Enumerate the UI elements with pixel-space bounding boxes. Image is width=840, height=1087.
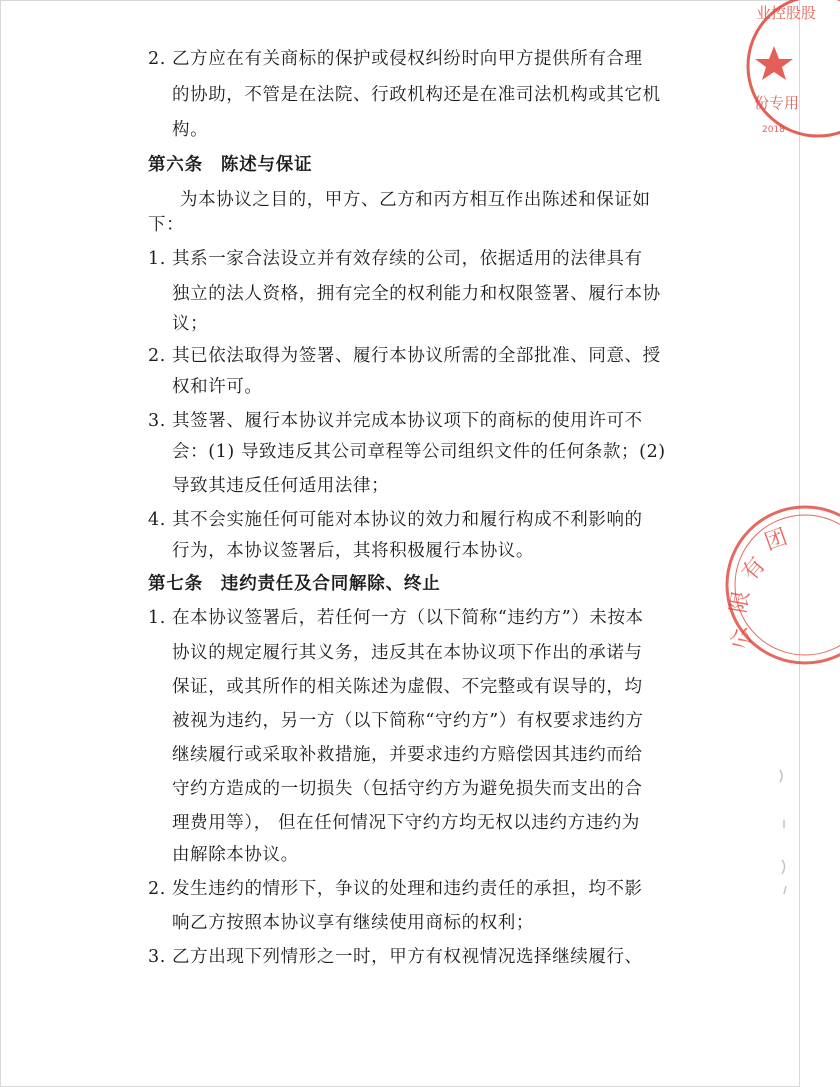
clause-5-2-line-2: 的协助，不管是在法院、行政机构还是在准司法机构或其它机 bbox=[172, 85, 661, 105]
clause-7-1-line-6: 守约方造成的一切损失（包括守约方为避免损失而支出的合 bbox=[172, 779, 643, 799]
svg-text:有: 有 bbox=[737, 552, 771, 586]
clause-5-2-line-1: 2. 乙方应在有关商标的保护或侵权纠纷时向甲方提供所有合理 bbox=[148, 49, 643, 69]
clause-6-2-line-2: 权和许可。 bbox=[172, 377, 263, 397]
svg-text:业控股股: 业控股股 bbox=[756, 4, 817, 22]
clause-7-1-line-4: 被视为违约，另一方（以下简称“守约方”）有权要求违约方 bbox=[172, 711, 644, 731]
clause-7-2-line-1: 2. 发生违约的情形下，争议的处理和违约责任的承担，均不影 bbox=[148, 879, 643, 899]
section-6-intro-line-1: 为本协议之目的，甲方、乙方和丙方相互作出陈述和保证如 bbox=[180, 190, 651, 210]
clause-6-2-line-1: 2. 其已依法取得为签署、履行本协议所需的全部批准、同意、授 bbox=[148, 346, 661, 366]
clause-7-1-line-2: 协议的规定履行其义务，违反其在本协议项下作出的承诺与 bbox=[172, 643, 643, 663]
clause-7-1-line-8: 由解除本协议。 bbox=[172, 845, 299, 865]
section-6-number: 第六条 bbox=[148, 155, 203, 175]
clause-7-1-line-5: 继续履行或采取补救措施，并要求违约方赔偿因其违约而给 bbox=[172, 745, 643, 765]
clause-6-1-line-2: 独立的法人资格，拥有完全的权利能力和权限签署、履行本协 bbox=[172, 284, 661, 304]
clause-6-4-line-1: 4. 其不会实施任何可能对本协议的效力和履行构成不利影响的 bbox=[148, 510, 643, 530]
section-7-heading bbox=[148, 573, 441, 595]
svg-text:限: 限 bbox=[726, 589, 755, 616]
clause-5-2-line-3: 构。 bbox=[172, 120, 209, 140]
clause-6-3-line-1: 3. 其签署、履行本协议并完成本协议项下的商标的使用许可不 bbox=[148, 411, 643, 431]
clause-6-1-line-3: 议； bbox=[172, 314, 209, 334]
svg-text:份专用: 份专用 bbox=[754, 94, 800, 112]
clause-6-3-line-3: 导致其违反任何适用法律； bbox=[172, 476, 390, 496]
section-7-number: 第七条 bbox=[148, 574, 203, 594]
clause-6-4-line-2: 行为，本协议签署后，其将积极履行本协议。 bbox=[172, 541, 534, 561]
section-7-title: 违约责任及合同解除、终止 bbox=[220, 574, 441, 594]
clause-7-1-line-3: 保证，或其所作的相关陈述为虚假、不完整或有误导的，均 bbox=[172, 677, 643, 697]
section-6-intro-line-2: 下： bbox=[148, 215, 185, 235]
svg-text:2018: 2018 bbox=[762, 125, 785, 135]
clause-7-1-line-1: 1. 在本协议签署后，若任何一方（以下简称“违约方”）未按本 bbox=[148, 608, 644, 628]
svg-text:团: 团 bbox=[761, 524, 791, 556]
svg-text:公: 公 bbox=[726, 623, 758, 653]
section-6-heading bbox=[148, 154, 312, 176]
section-6-title: 陈述与保证 bbox=[220, 155, 313, 175]
clause-7-1-line-7: 理费用等）， 但在任何情况下守约方均无权以违约方违约为 bbox=[172, 813, 641, 833]
clause-6-1-line-1: 1. 其系一家合法设立并有效存续的公司，依据适用的法律具有 bbox=[148, 249, 643, 269]
clause-7-3-line-1: 3. 乙方出现下列情形之一时，甲方有权视情况选择继续履行、 bbox=[148, 947, 643, 967]
clause-6-3-line-2: 会：(1) 导致违反其公司章程等公司组织文件的任何条款；(2) bbox=[172, 442, 666, 462]
clause-7-2-line-2: 响乙方按照本协议享有继续使用商标的权利； bbox=[172, 913, 534, 933]
